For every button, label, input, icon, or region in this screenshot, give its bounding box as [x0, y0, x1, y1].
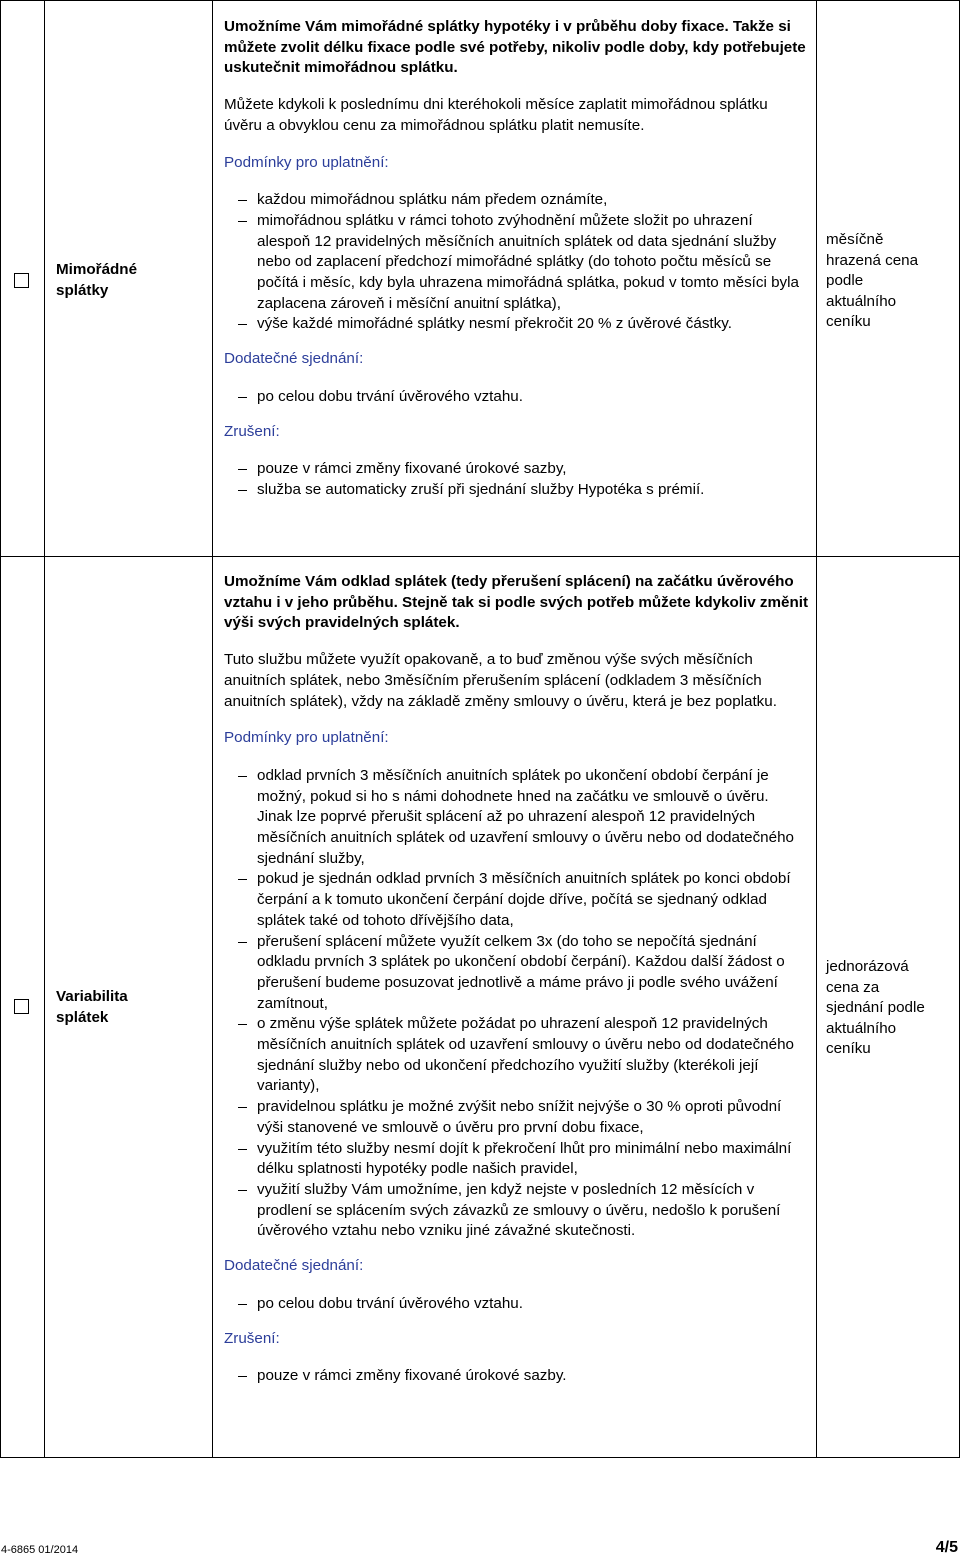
service-checkbox-variabilita-splatek[interactable]	[14, 999, 29, 1014]
list-item: po celou dobu trvání úvěrového vztahu.	[224, 1294, 808, 1315]
service-name-mimoradne-splatky	[56, 259, 206, 301]
price-line: sjednání podle	[826, 999, 925, 1016]
table-left-border	[0, 0, 1, 1458]
cancel-list	[224, 459, 808, 500]
page-number: 4/5	[935, 1539, 958, 1556]
description-paragraph: Můžete kdykoli k poslednímu dni kteréhokoli měsíce zaplatit mimořádnou splátku úvěru a obvyklou cenu za mimořádnou splátku platit nemusíte.	[224, 96, 768, 134]
service-name-line: Mimořádné	[56, 261, 138, 278]
service-description-mimoradne-splatky	[224, 17, 808, 515]
intro-text: Umožníme Vám mimořádné splátky hypotéky i v průběhu doby fixace. Takže si můžete zvolit délku fixace podle své potřeby, nikoliv podle doby, kdy potřebujete uskutečnit mimořádnou splátku.	[224, 18, 806, 77]
service-name-variabilita-splatek	[56, 986, 206, 1028]
list-item: služba se automaticky zruší při sjednání služby Hypotéka s prémií.	[224, 480, 808, 501]
list-item: pouze v rámci změny fixované úrokové sazby,	[224, 459, 808, 480]
list-item: pouze v rámci změny fixované úrokové sazby.	[224, 1366, 808, 1387]
price-line: ceníku	[826, 1040, 871, 1057]
list-item: odklad prvních 3 měsíčních anuitních splátek po ukončení období čerpání je možný, pokud si ho s námi dohodnete hned na začátku ve smlouvě o úvěru. Jinak lze poprvé přerušit splácení až po uhrazení alespoň 12 pravidelných měsíčních anuitních splátek od uzavření smlouvy o úvěru nebo od dodatečného sjednání služby,	[224, 766, 808, 870]
list-item: pokud je sjednán odklad prvních 3 měsíčních anuitních splátek po konci období čerpání a k tomuto ukončení čerpání dojde dříve, počítá se sjednaný odklad splátek také od tohoto dřívějšího data,	[224, 869, 808, 931]
list-item: využitím této služby nesmí dojít k překročení lhůt pro minimální nebo maximální délku splatnosti hypotéky podle našich pravidel,	[224, 1139, 808, 1180]
additional-label: Dodatečné sjednání:	[224, 1257, 364, 1275]
list-item: pravidelnou splátku je možné zvýšit nebo snížit nejvýše o 30 % oproti původní výši stanovené ve smlouvě o úvěru pro první dobu fixace,	[224, 1097, 808, 1138]
service-description-variabilita-splatek	[224, 572, 808, 1401]
conditions-list	[224, 190, 808, 335]
price-line: cena za	[826, 978, 880, 996]
additional-label: Dodatečné sjednání:	[224, 350, 364, 368]
service-checkbox-mimoradne-splatky[interactable]	[14, 273, 29, 288]
document-code: 4-6865 01/2014	[1, 1544, 79, 1556]
service-name-line: splátek	[56, 1009, 109, 1026]
column-divider-checkbox	[44, 0, 45, 1458]
column-divider-description	[816, 0, 817, 1458]
column-divider-name	[212, 0, 213, 1458]
service-price-mimoradne-splatky	[826, 230, 954, 333]
list-item: využití služby Vám umožníme, jen když nejste v posledních 12 měsících v prodlení se splácením svých závazků ze smlouvy o úvěru, nedošlo k porušení úvěrového vztahu nebo vzniku jiné závažné skutečnosti.	[224, 1180, 808, 1242]
additional-list	[224, 1294, 808, 1315]
price-line: hrazená cena	[826, 251, 919, 269]
cancel-label: Zrušení:	[224, 1329, 280, 1347]
list-item: výše každé mimořádné splátky nesmí překročit 20 % z úvěrové částky.	[224, 314, 808, 335]
intro-text: Umožníme Vám odklad splátek (tedy přerušení splácení) na začátku úvěrového vztahu i v jeho průběhu. Stejně tak si podle svých potřeb můžete kdykoliv změnit výši svých pravidelných splátek.	[224, 573, 809, 632]
conditions-label: Podmínky pro uplatnění:	[224, 729, 389, 747]
price-line: ceníku	[826, 313, 871, 330]
price-line: podle	[826, 272, 864, 289]
service-name-line: splátky	[56, 282, 109, 299]
price-line: aktuálního	[826, 1019, 897, 1037]
description-paragraph: Tuto službu můžete využít opakovaně, a to buď změnou výše svých měsíčních anuitních splátek, nebo 3měsíčním přerušením splácení (odkladem 3 měsíčních anuitních splátek), vždy na základě změny smlouvy o úvěru, která je bez poplatku.	[224, 651, 777, 710]
service-price-variabilita-splatek	[826, 957, 954, 1060]
service-name-line: Variabilita	[56, 988, 128, 1005]
conditions-list	[224, 766, 808, 1242]
cancel-list	[224, 1366, 808, 1387]
list-item: přerušení splácení můžete využít celkem 3x (do toho se nepočítá sjednání odkladu prvních 3 splátek po ukončení období čerpání). Každou další žádost o přerušení budeme posuzovat jednotlivě a máme právo ji podle svého uvážení zamítnout,	[224, 932, 808, 1015]
cancel-label: Zrušení:	[224, 422, 280, 440]
list-item: o změnu výše splátek můžete požádat po uhrazení alespoň 12 pravidelných měsíčních anuitních splátek od uzavření smlouvy o úvěru nebo od dodatečného sjednání služby nebo od ukončení předchozího využití služby (kterékoli její varianty),	[224, 1014, 808, 1097]
price-line: aktuálního	[826, 292, 897, 310]
price-line: jednorázová	[826, 958, 909, 975]
list-item: po celou dobu trvání úvěrového vztahu.	[224, 387, 808, 408]
price-line: měsíčně	[826, 231, 884, 248]
list-item: každou mimořádnou splátku nám předem oznámíte,	[224, 190, 808, 211]
additional-list	[224, 387, 808, 408]
conditions-label: Podmínky pro uplatnění:	[224, 153, 389, 171]
list-item: mimořádnou splátku v rámci tohoto zvýhodnění můžete složit po uhrazení alespoň 12 pravidelných měsíčních anuitních splátek od data sjednání služby nebo od zaplacení předchozí mimořádné splátky (do tohoto počtu měsíců se počítá i měsíc, kdy byla uhrazena mimořádná splátka, pokud v tomto měsíci byla zaplacena zároveň i měsíční anuitní splátka),	[224, 211, 808, 315]
